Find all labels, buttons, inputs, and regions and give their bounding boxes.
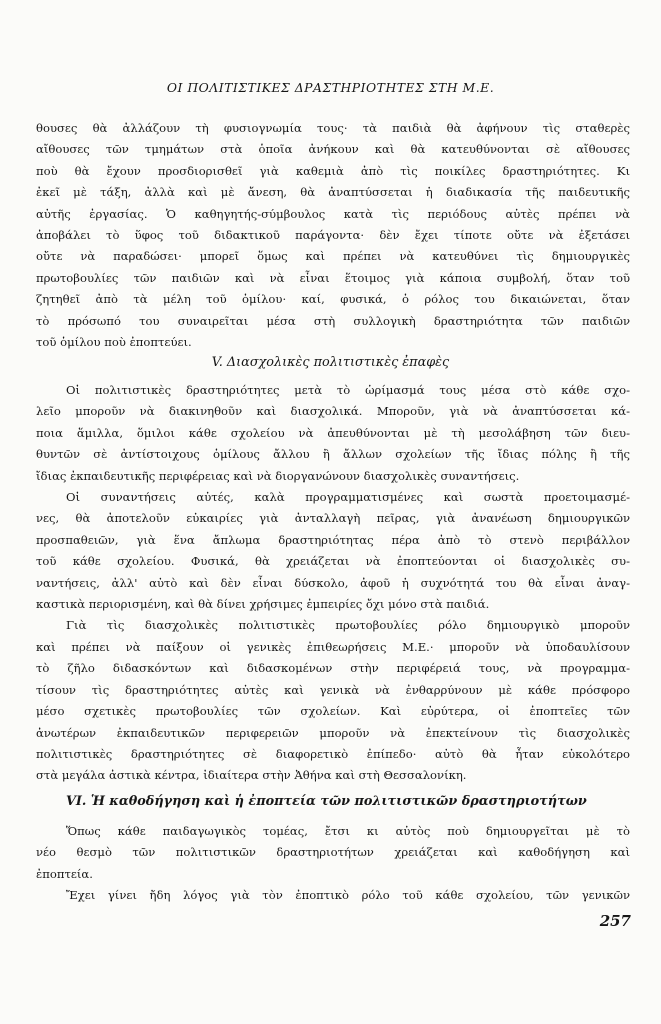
text-line: Ἔχει γίνει ἤδη λόγος γιὰ τὸν ἐποπτικὸ ρόλο τοῦ κάθε σχολείου, τῶν γενικῶν xyxy=(66,888,630,903)
text-line: τοῦ ὁμίλου ποὺ ἐποπτεύει. xyxy=(36,335,192,350)
text-line: τὸ ζῆλο διδασκόντων καὶ διδασκομένων στὴν περιφέρειά τους, νὰ προγραμμα- xyxy=(36,661,630,676)
text-line: ζητηθεῖ ἀπὸ τὰ μέλη τοῦ ὁμίλου· καί, φυσικά, ὁ ρόλος του δικαιώνεται, ὅταν xyxy=(36,292,630,307)
text-line: τίσουν τὶς δραστηριότητες αὐτὲς καὶ γενικὰ νὰ ἐνθαρρύνουν μὲ κάθε πρόσφορο xyxy=(36,682,630,697)
text-line: θουσες θὰ ἀλλάζουν τὴ φυσιογνωμία τους· τὰ παιδιὰ θὰ ἀφήνουν τὶς σταθερὲς xyxy=(36,121,630,135)
text-line: θυντῶν σὲ ἀντίστοιχους ὁμίλους ἄλλου ἢ ἄλλων σχολείων τῆς ἴδιας πόλης ἢ τῆς xyxy=(36,447,630,462)
section-heading-v: V. Διασχολικὲς πολιτιστικὲς ἐπαφὲς xyxy=(211,355,450,370)
text-line: πρωτοβουλίες τῶν παιδιῶν καὶ νὰ εἶναι ἕτοιμος γιὰ κάποια συμβολή, ὅταν τοῦ xyxy=(36,270,630,285)
text-line: τὸ πρόσωπό του συναιρεῖται μέσα στὴ συλλογικὴ δραστηριότητα τῶν παιδιῶν xyxy=(36,313,630,328)
text-line: ἀποβάλει τὸ ὕφος τοῦ διδακτικοῦ παράγοντα· δὲν ἔχει τίποτε οὔτε νὰ ἐξετάσει xyxy=(36,228,630,243)
text-line: ποὺ θὰ ἔχουν προσδιορισθεῖ γιὰ καθεμιὰ ἀπὸ τὶς ποικίλες δραστηριότητες. Κι xyxy=(36,163,630,178)
text-line: αἴθουσες τῶν τμημάτων στὰ ὁποῖα ἀνήκουν καὶ θὰ κατευθύνονται σὲ αἴθουσες xyxy=(36,142,630,157)
text-line: Οἱ συναντήσεις αὐτές, καλὰ προγραμματισμένες καὶ σωστὰ προετοιμασμέ- xyxy=(66,490,630,505)
section-vi-body xyxy=(36,821,630,907)
text-line: αὐτῆς ἐργασίας. Ὁ καθηγητής-σύμβουλος κατὰ τὶς περιόδους αὐτὲς πρέπει νὰ xyxy=(36,206,630,221)
text-line: ἐκεῖ μὲ τάξη, ἀλλὰ καὶ μὲ ἄνεση, θὰ ἀναπτύσσεται ἡ διαδικασία τῆς παιδευτικῆς xyxy=(36,185,630,200)
text-line: ἐποπτεία. xyxy=(36,866,93,881)
text-line: Ὅπως κάθε παιδαγωγικὸς τομέας, ἔτσι κι αὐτὸς ποὺ δημιουργεῖται μὲ τὸ xyxy=(66,824,630,838)
text-line: καὶ πρέπει νὰ παίξουν οἱ γενικὲς ἐπιθεωρήσεις Μ.Ε.· μποροῦν νὰ ὑποδαυλίσουν xyxy=(36,639,630,654)
text-line: Οἱ πολιτιστικὲς δραστηριότητες μετὰ τὸ ὡρίμασμά τους μέσα στὸ κάθε σχο- xyxy=(66,383,630,397)
text-line: ποια ἅμιλλα, ὅμιλοι κάθε σχολείου νὰ ἀπευθύνονται μὲ τὴ μεσολάβηση τῶν διευ- xyxy=(36,425,630,440)
section-heading-vi: VI. Ἡ καθοδήγηση καὶ ἡ ἐποπτεία τῶν πολιτιστικῶν δραστηριοτήτων xyxy=(66,794,587,809)
text-line: πολιτιστικὲς δραστηριότητες σὲ διαφορετικὸ ἐπίπεδο· αὐτὸ θὰ ἦταν εὐκολότερο xyxy=(36,746,630,761)
text-line: καστικὰ περιορισμένη, καὶ θὰ δίνει χρήσιμες ἐμπειρίες ὄχι μόνο στὰ παιδιά. xyxy=(36,597,490,612)
text-line: ἀνωτέρων ἐκπαιδευτικῶν περιφερειῶν μποροῦν νὰ ἐπεκτείνουν τὶς διασχολικὲς xyxy=(36,725,630,740)
text-line: ναντήσεις, ἀλλ' αὐτὸ καὶ δὲν εἶναι δύσκολο, ἀφοῦ ἡ συχνότητά του θὰ εἶναι ἀναγ- xyxy=(36,575,630,590)
text-line: στὰ μεγάλα ἀστικὰ κέντρα, ἰδιαίτερα στὴν Ἀθήνα καὶ στὴ Θεσσαλονίκη. xyxy=(36,768,467,783)
section-v-body xyxy=(36,380,630,787)
text-line: ἴδιας ἐκπαιδευτικῆς περιφέρειας καὶ νὰ διοργανώνουν διασχολικὲς συναντήσεις. xyxy=(36,468,520,483)
text-line: προσπαθειῶν, γιὰ ἕνα ἄπλωμα δραστηριότητας πέρα ἀπὸ τὸ στενὸ περιβάλλον xyxy=(36,532,630,547)
text-line: νες, θὰ ἀποτελοῦν εὐκαιρίες γιὰ ἀνταλλαγὴ πεῖρας, γιὰ ἀνανέωση δημιουργικῶν xyxy=(36,511,630,526)
text-line: μέσο σχετικὲς πρωτοβουλίες τῶν σχολείων. Καὶ εὐρύτερα, οἱ ἐποπτεῖες τῶν xyxy=(36,704,630,719)
paragraph-continuation xyxy=(36,118,630,353)
text-line: νέο θεσμὸ τῶν πολιτιστικῶν δραστηριοτήτων χρειάζεται καὶ καθοδήγηση καὶ xyxy=(36,845,630,860)
text-line: οὔτε νὰ παραδώσει· μπορεῖ ὅμως καὶ πρέπει νὰ κατευθύνει τὶς δημιουργικὲς xyxy=(36,249,630,264)
text-line: τοῦ κάθε σχολείου. Φυσικά, θὰ χρειάζεται νὰ ἐποπτεύονται οἱ διασχολικὲς συ- xyxy=(36,554,630,569)
text-line: Γιὰ τὶς διασχολικὲς πολιτιστικὲς πρωτοβουλίες ρόλο δημιουργικὸ μποροῦν xyxy=(66,618,630,633)
text-line: λεῖο μποροῦν νὰ διακινηθοῦν καὶ διασχολικά. Μποροῦν, γιὰ νὰ ἀναπτύσσεται κά- xyxy=(36,404,630,419)
page-number: 257 xyxy=(599,912,631,930)
running-head: ΟΙ ΠΟΛΙΤΙΣΤΙΚΕΣ ΔΡΑΣΤΗΡΙΟΤΗΤΕΣ ΣΤΗ Μ.Ε. xyxy=(166,80,495,95)
